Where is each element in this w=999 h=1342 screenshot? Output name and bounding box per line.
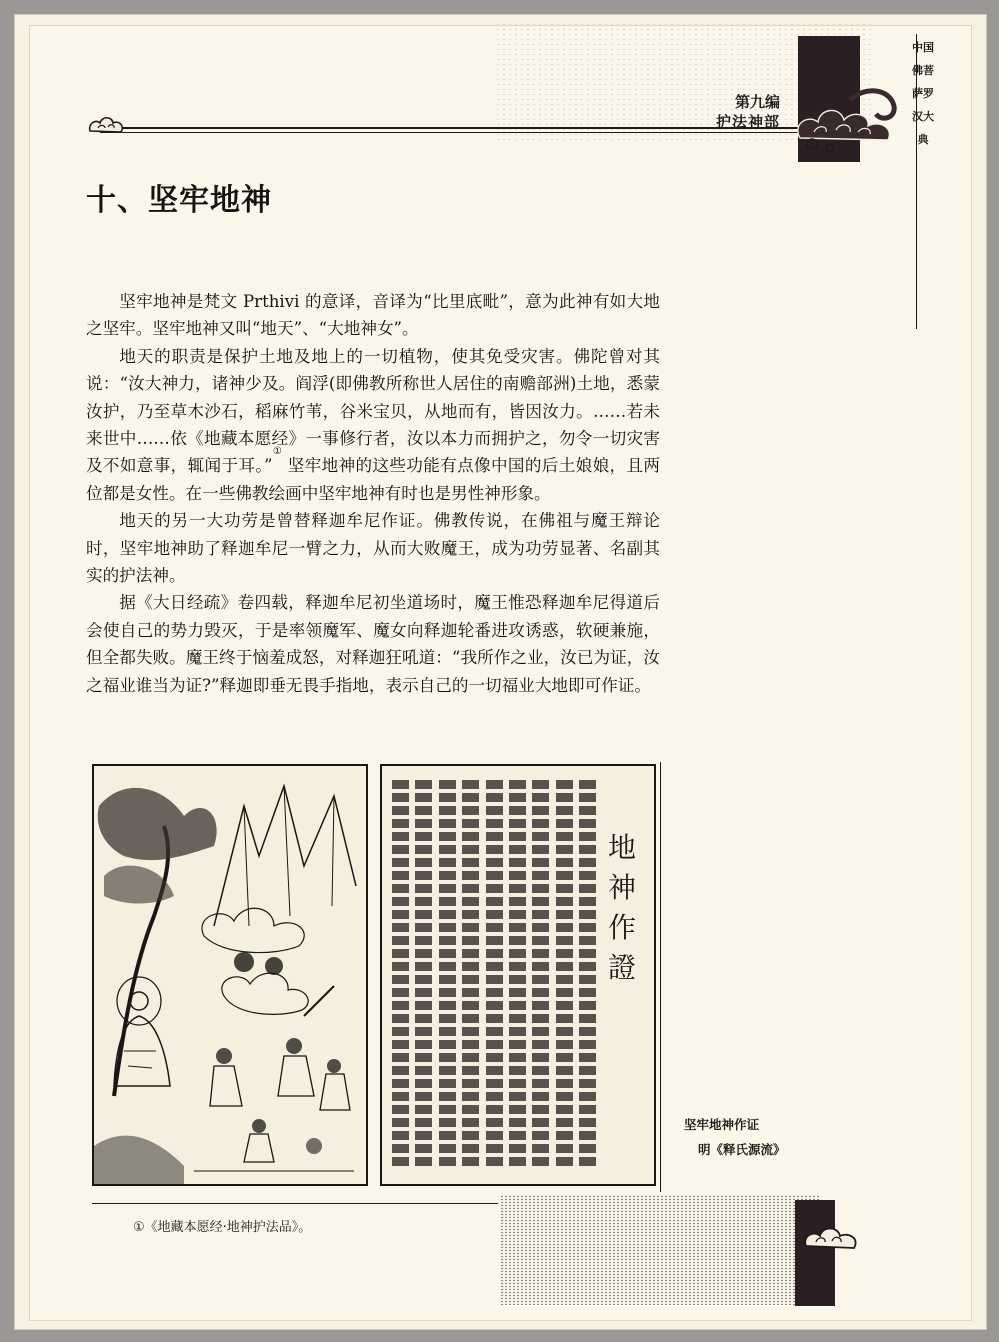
section-number: 第九编	[734, 93, 780, 111]
text-column	[509, 780, 526, 1168]
footnote-rule	[92, 1203, 498, 1204]
paragraph: 坚牢地神是梵文 Prthivi 的意译，音译为“比里底毗”，意为此神有如大地之坚牢。坚牢地神又叫“地天”、“大地神女”。	[86, 292, 660, 339]
body-text	[86, 288, 660, 699]
woodcut-scene	[94, 766, 366, 1184]
text-column	[556, 780, 573, 1168]
footnote: ①《地藏本愿经·地神护法品》。	[133, 1220, 312, 1235]
text-column	[532, 780, 549, 1168]
footer-texture	[500, 1195, 820, 1305]
text-column	[462, 780, 479, 1168]
paragraph-text: 坚牢地神的这些功能有点像中国的后土娘娘，且两位都是女性。在一些佛教绘画中坚牢地神有时也是男性神形象。	[86, 456, 660, 503]
caption-source: 明《释氏源流》	[698, 1142, 786, 1157]
cloud-ornament-icon	[86, 113, 126, 139]
paragraph: 据《大日经疏》卷四载，释迦牟尼初坐道场时，魔王惟恐释迦牟尼得道后会使自己的势力毁灭，于是率领魔军、魔女向释迦轮番进攻诱惑，软硬兼施，但全都失败。魔王终于恼羞成怒，对释迦狂吼道：“我所作之业，汝已为证，汝之福业谁当为证?”释迦即垂无畏手指地，表示自己的一切福业大地即可作证。	[86, 593, 660, 695]
chapter-title: 十、坚牢地神	[86, 183, 272, 218]
text-column	[439, 780, 456, 1168]
woodcut-illustration	[92, 764, 368, 1186]
section-label	[690, 92, 780, 132]
text-column	[392, 780, 409, 1168]
book-title-vertical: 中国佛菩萨罗汉大典	[912, 41, 934, 146]
text-column	[486, 780, 503, 1168]
cloud-ornament-icon	[800, 1220, 866, 1254]
header-rule-thin	[100, 132, 800, 133]
woodcut-text-page	[380, 764, 656, 1186]
woodcut-figure	[92, 764, 660, 1184]
paragraph-text: 地天的职责是保护土地及地上的一切植物，使其免受灾害。佛陀曾对其说：“汝大神力，诸神少及。阎浮(即佛教所称世人居住的南赡部洲)土地，悉蒙汝护，乃至草木沙石，稻麻竹苇，谷米宝贝，从地而有，皆因汝力。……若未来世中……依《地藏本愿经》一事修行者，汝以本力而拥护之，勿令一切灾害及不如意事，辄闻于耳。”	[86, 346, 660, 476]
cloud-ornament-icon	[790, 80, 910, 160]
figure-caption	[684, 1112, 786, 1162]
footnote-marker: ①	[272, 446, 283, 458]
classical-text-columns	[392, 780, 596, 1168]
text-column	[415, 780, 432, 1168]
figure-rule	[660, 762, 661, 1192]
paragraph: 地天的另一大功劳是曾替释迦牟尼作证。佛教传说，在佛祖与魔王辩论时，坚牢地神助了释迦牟尼一臂之力，从而大败魔王，成为功劳显著、名副其实的护法神。	[86, 511, 660, 586]
caption-title: 坚牢地神作证	[684, 1117, 760, 1132]
text-column	[579, 780, 596, 1168]
woodcut-title: 地神作證	[607, 831, 636, 984]
section-name: 护法神部	[715, 113, 780, 131]
paragraph	[86, 343, 660, 507]
